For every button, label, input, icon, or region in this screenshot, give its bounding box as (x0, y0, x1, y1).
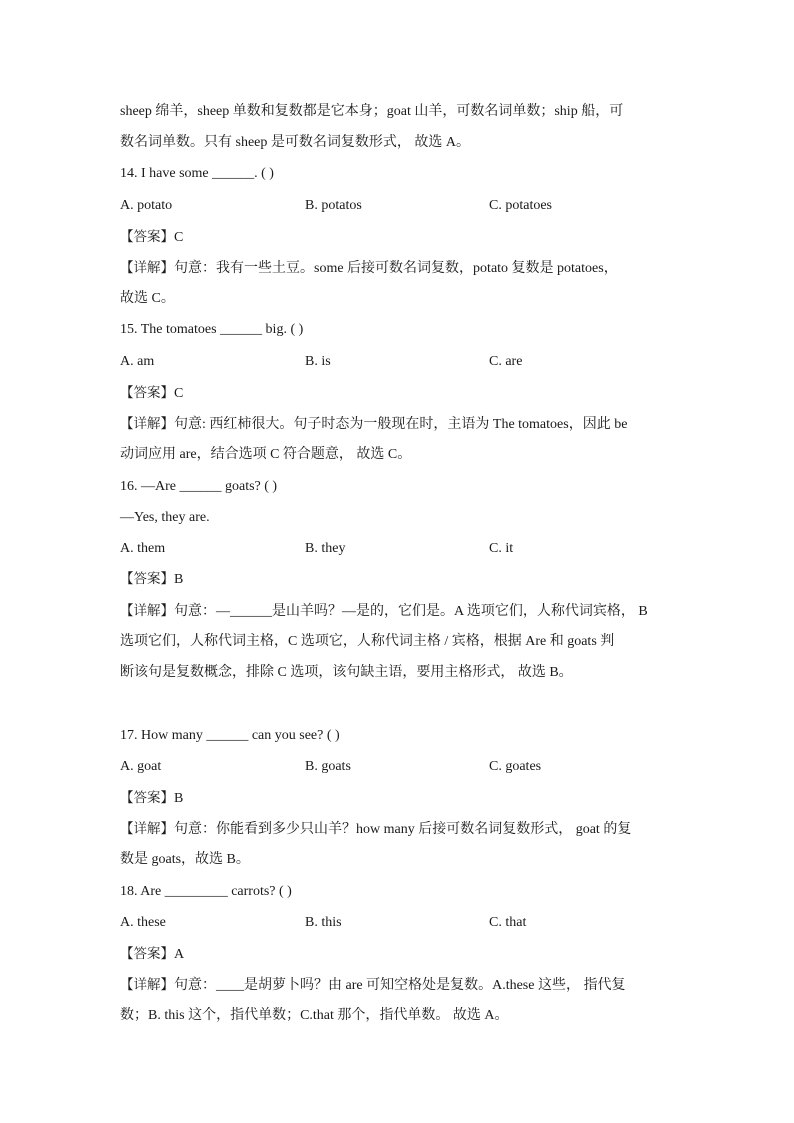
question-14-option-c: C. potatoes (489, 198, 552, 213)
question-15-answer (120, 383, 183, 404)
detail-label: 【详解】 (120, 260, 174, 276)
answer-value: A (174, 947, 185, 962)
detail-text: 句意：我有一些土豆。some 后接可数名词复数，potato 复数是 potatoes， (174, 261, 618, 276)
question-14-option-a: A. potato (120, 198, 173, 213)
intro-line-1: sheep 绵羊，sheep 单数和复数都是它本身；goat 山羊，可数名词单数；ship 船，可 (120, 104, 624, 119)
answer-label: 【答案】 (120, 229, 174, 245)
question-14-answer (120, 227, 183, 248)
question-15-detail-line-2: 动词应用 are，结合选项 C 符合题意， 故选 C。 (120, 447, 412, 462)
question-16-detail-line-3: 断该句是复数概念，排除 C 选项，该句缺主语，要用主格形式， 故选 B。 (120, 665, 573, 680)
answer-label: 【答案】 (120, 946, 174, 962)
answer-value: B (174, 572, 184, 587)
detail-label: 【详解】 (120, 977, 174, 993)
question-15-option-c: C. are (489, 354, 523, 369)
answer-value: C (174, 386, 184, 401)
question-16-detail-line-2: 选项它们，人称代词主格，C 选项它，人称代词主格 / 宾格，根据 Are 和 goats 判 (120, 634, 615, 649)
question-16-answer (120, 569, 183, 590)
answer-label: 【答案】 (120, 385, 174, 401)
question-15-option-b: B. is (305, 354, 331, 369)
detail-text: 句意：你能看到多少只山羊？how many 后接可数名词复数形式， goat 的复 (174, 822, 632, 837)
question-16-option-c: C. it (489, 541, 514, 556)
question-14-detail-line-1 (120, 258, 618, 279)
question-15-stem: 15. The tomatoes ______ big. ( ) (120, 322, 304, 337)
answer-label: 【答案】 (120, 790, 174, 806)
question-17-answer (120, 788, 183, 809)
question-17-detail-line-1 (120, 819, 631, 840)
question-15-detail-line-1 (120, 414, 627, 435)
intro-line-2: 数名词单数。只有 sheep 是可数名词复数形式， 故选 A。 (120, 135, 470, 150)
answer-label: 【答案】 (120, 571, 174, 587)
question-16-option-b: B. they (305, 541, 346, 556)
question-18-answer (120, 944, 184, 965)
question-18-option-b: B. this (305, 915, 342, 930)
detail-label: 【详解】 (120, 416, 174, 432)
question-18-option-c: C. that (489, 915, 527, 930)
question-16-detail-line-1 (120, 601, 648, 622)
answer-value: C (174, 230, 184, 245)
question-14-detail-line-2: 故选 C。 (120, 291, 175, 306)
question-17-option-a: A. goat (120, 759, 162, 774)
detail-label: 【详解】 (120, 821, 174, 837)
question-16-stem: 16. —Are ______ goats? ( ) (120, 479, 278, 494)
detail-text: 句意：—______是山羊吗？—是的，它们是。A 选项它们，人称代词宾格， B (174, 604, 648, 619)
question-15-option-a: A. am (120, 354, 155, 369)
question-17-detail-line-2: 数是 goats，故选 B。 (120, 852, 250, 867)
question-18-option-a: A. these (120, 915, 166, 930)
question-14-stem: 14. I have some ______. ( ) (120, 166, 274, 181)
question-17-option-c: C. goates (489, 759, 542, 774)
detail-label: 【详解】 (120, 603, 174, 619)
answer-value: B (174, 791, 184, 806)
question-14-option-b: B. potatos (305, 198, 362, 213)
question-16-option-a: A. them (120, 541, 166, 556)
question-18-detail-line-1 (120, 975, 625, 996)
detail-text: 句意: 西红柿很大。句子时态为一般现在时，主语为 The tomatoes，因此 be (174, 417, 628, 432)
question-18-detail-line-2: 数；B. this 这个，指代单数；C.that 那个，指代单数。 故选 A。 (120, 1008, 509, 1023)
question-16-response: —Yes, they are. (120, 510, 210, 525)
question-18-stem: 18. Are _________ carrots? ( ) (120, 884, 292, 899)
detail-text: 句意：____是胡萝卜吗？由 are 可知空格处是复数。A.these 这些， 指代复 (174, 978, 626, 993)
question-17-option-b: B. goats (305, 759, 351, 774)
question-17-stem: 17. How many ______ can you see? ( ) (120, 728, 340, 743)
